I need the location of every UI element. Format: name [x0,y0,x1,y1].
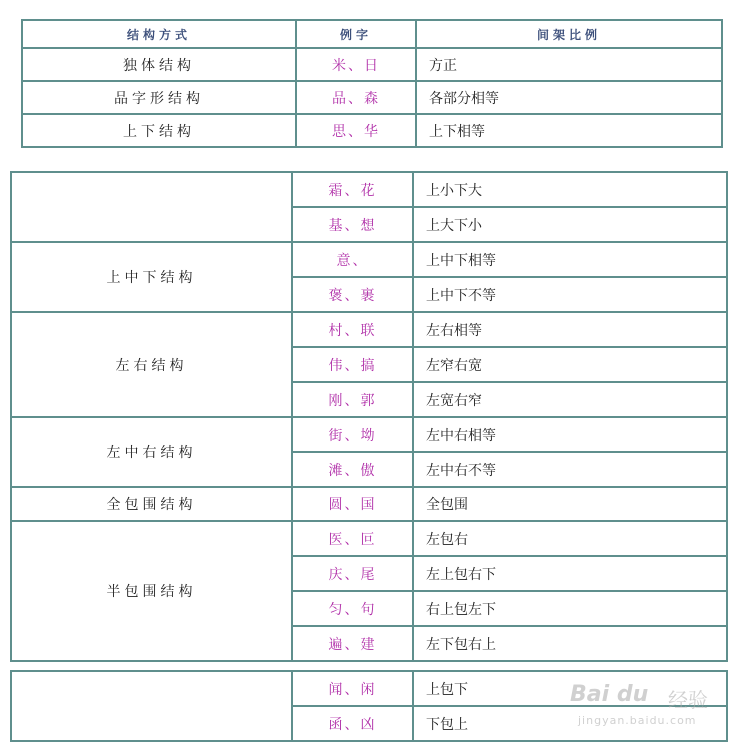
table-row [11,312,727,347]
example-cell: 褒、裹 [292,277,413,312]
example-cell: 函、凶 [292,706,413,741]
example-cell: 圆、国 [292,487,413,521]
example-cell: 匀、句 [292,591,413,626]
watermark-url: jingyan.baidu.com [578,714,697,727]
baidu-watermark [570,678,730,738]
structure-cell: 上下结构 [22,114,296,147]
example-cell: 意、 [292,242,413,277]
structure-cell: 上中下结构 [11,242,292,312]
table-row [22,114,722,147]
ratio-cell: 左中右不等 [413,452,727,487]
ratio-cell: 左中右相等 [413,417,727,452]
ratio-cell: 上小下大 [413,172,727,207]
structure-cell: 半包围结构 [11,521,292,661]
example-cell: 伟、搞 [292,347,413,382]
ratio-cell: 左右相等 [413,312,727,347]
table-row [11,172,727,207]
structure-table-main [10,171,728,662]
example-cell: 米、日 [296,48,416,81]
ratio-cell: 上中下相等 [413,242,727,277]
ratio-cell: 右上包左下 [413,591,727,626]
example-cell: 滩、傲 [292,452,413,487]
example-cell: 刚、郭 [292,382,413,417]
ratio-cell: 上下相等 [416,114,722,147]
structure-cell: 独体结构 [22,48,296,81]
ratio-cell: 左窄右宽 [413,347,727,382]
baidu-logo-icon: Bai du [570,682,649,707]
example-cell: 村、联 [292,312,413,347]
ratio-cell: 上大下小 [413,207,727,242]
example-cell: 街、坳 [292,417,413,452]
example-cell: 庆、尾 [292,556,413,591]
structure-cell: 全包围结构 [11,487,292,521]
table-row [11,521,727,556]
example-cell: 霜、花 [292,172,413,207]
example-cell: 基、想 [292,207,413,242]
ratio-cell: 左宽右窄 [413,382,727,417]
ratio-cell: 上中下不等 [413,277,727,312]
ratio-cell: 下包上 [413,706,727,741]
structure-cell: 左中右结构 [11,417,292,487]
table-row [11,242,727,277]
header-structure: 结构方式 [22,20,296,48]
example-cell: 医、叵 [292,521,413,556]
example-cell: 品、森 [296,81,416,114]
ratio-cell: 左包右 [413,521,727,556]
structure-cell [11,172,292,242]
structure-table-top [21,19,723,148]
ratio-cell: 左上包右下 [413,556,727,591]
example-cell: 思、华 [296,114,416,147]
ratio-cell: 上包下 [413,671,727,706]
ratio-cell: 方正 [416,48,722,81]
example-cell: 闻、闲 [292,671,413,706]
structure-cell-empty [11,671,292,741]
table-row [11,417,727,452]
header-ratio: 间架比例 [416,20,722,48]
table-row [22,48,722,81]
watermark-text: 经验 [668,688,708,712]
header-example: 例字 [296,20,416,48]
table-row [11,487,727,521]
ratio-cell: 各部分相等 [416,81,722,114]
ratio-cell: 全包围 [413,487,727,521]
ratio-cell: 左下包右上 [413,626,727,661]
table-row [22,81,722,114]
structure-cell: 品字形结构 [22,81,296,114]
structure-cell: 左右结构 [11,312,292,417]
example-cell: 遍、建 [292,626,413,661]
